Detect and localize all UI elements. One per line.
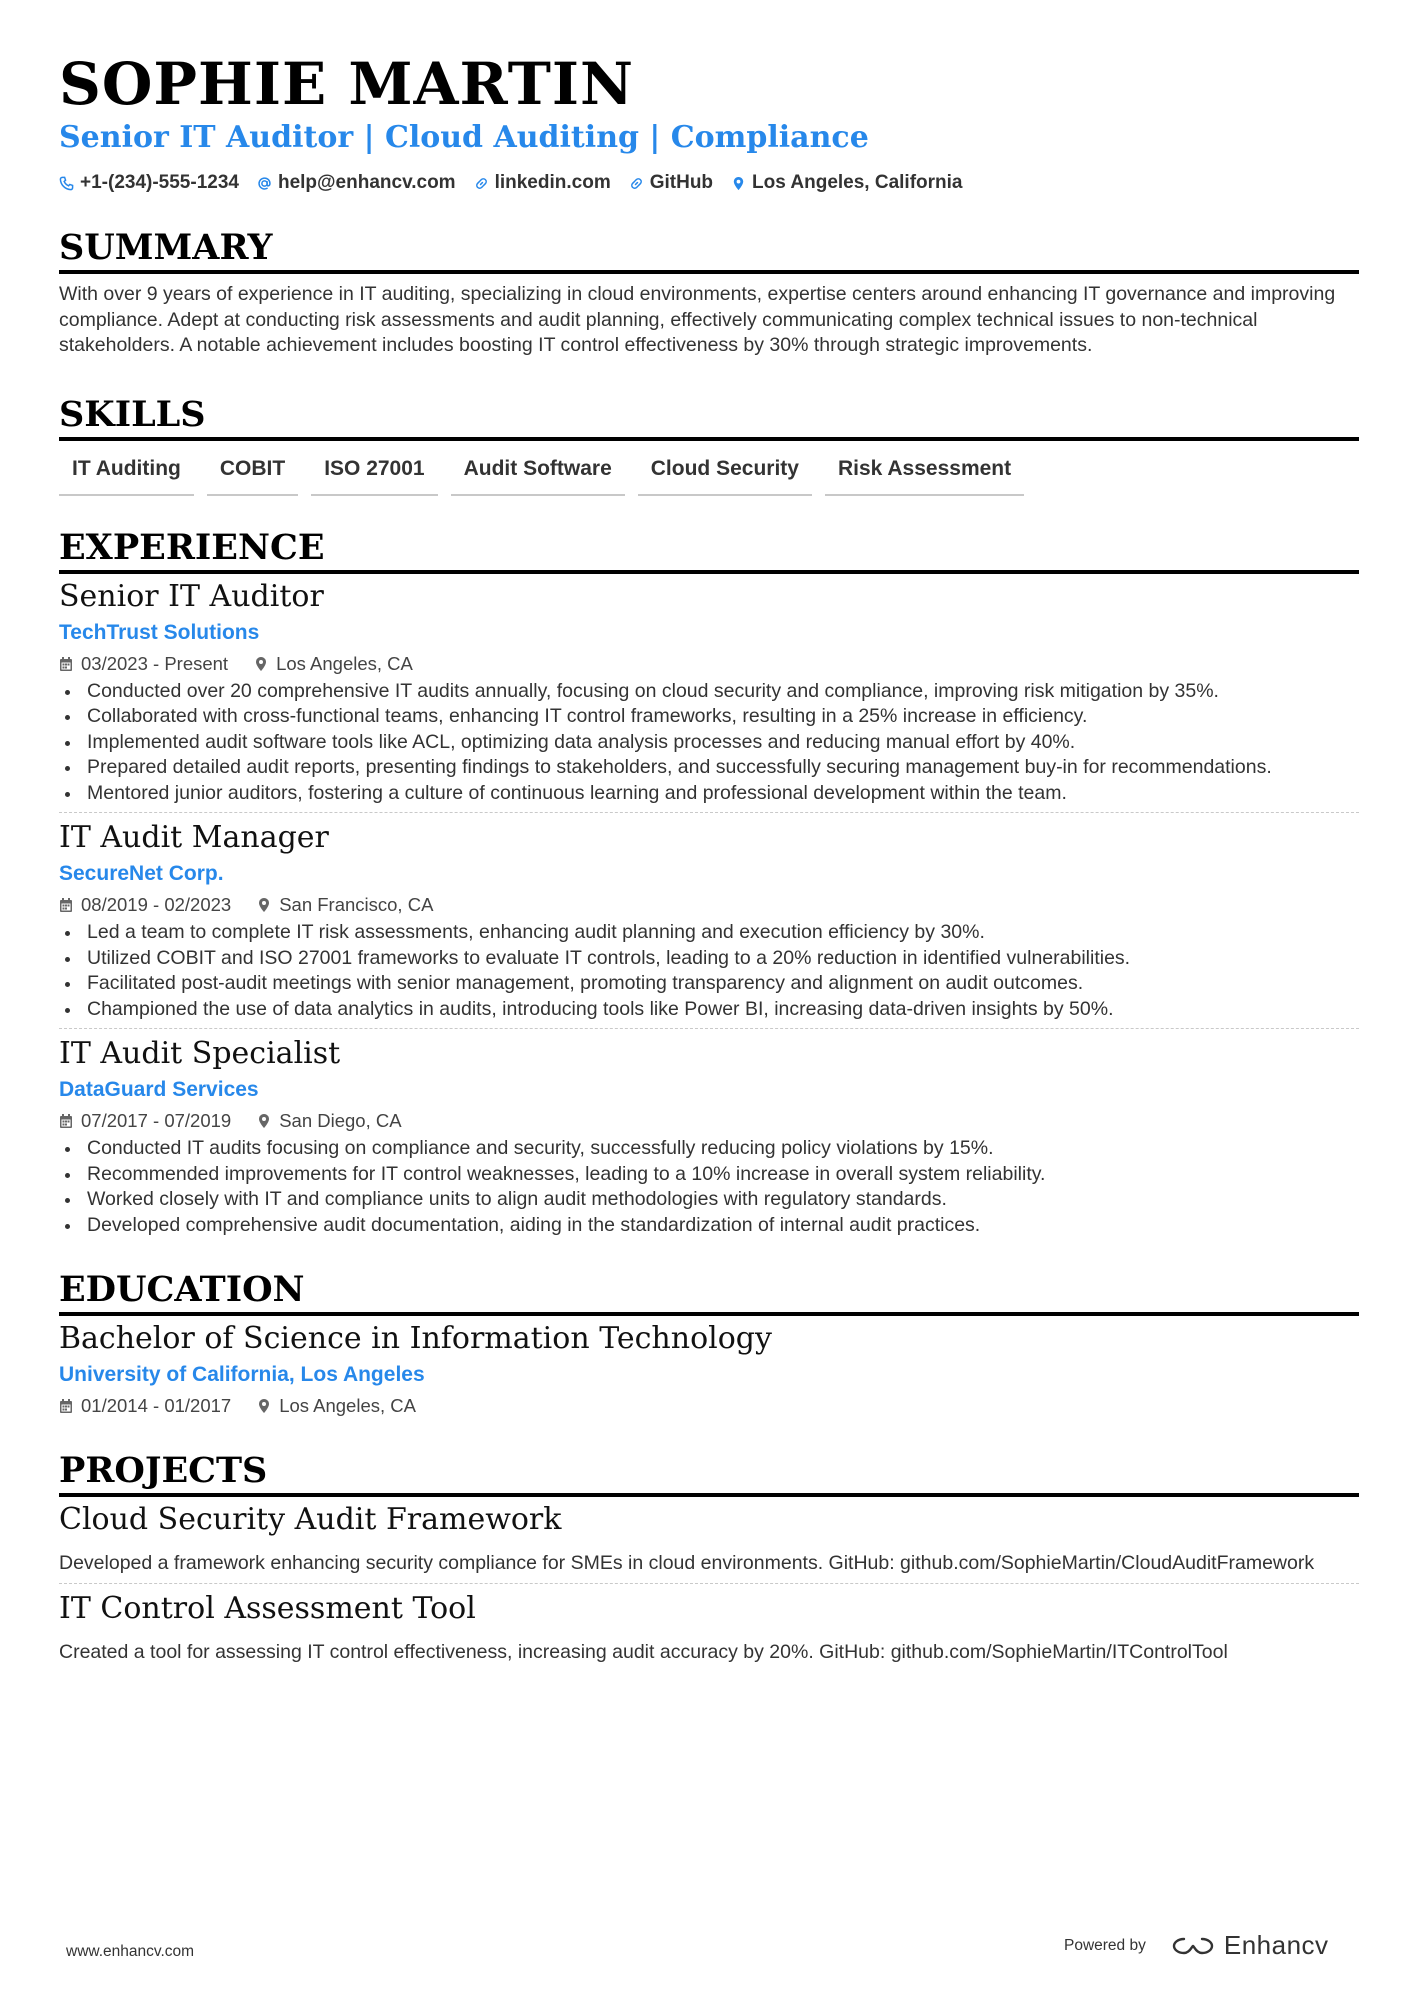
school-name: University of California, Los Angeles bbox=[59, 1363, 425, 1386]
skill-tag: COBIT bbox=[207, 455, 298, 496]
powered-by-text: Powered by bbox=[1064, 1936, 1146, 1954]
skill-tag: Risk Assessment bbox=[825, 455, 1024, 496]
contact-location-text: Los Angeles, California bbox=[752, 172, 963, 193]
education-location-text: Los Angeles, CA bbox=[279, 1395, 416, 1416]
job-location bbox=[257, 1108, 401, 1134]
job-dates-text: 07/2017 - 07/2019 bbox=[81, 1110, 232, 1131]
job-location-text: Los Angeles, CA bbox=[276, 652, 413, 674]
entry-divider bbox=[59, 1028, 1359, 1029]
list-item: Utilized COBIT and ISO 27001 frameworks to evaluate IT controls, leading to a 20% reduction in identified vulnerabilities. bbox=[59, 946, 1359, 972]
contact-github-text: GitHub bbox=[649, 172, 714, 193]
list-item: Prepared detailed audit reports, presenting findings to stakeholders, and successfully securing management buy-in for recommendations. bbox=[59, 755, 1359, 781]
job-dates bbox=[59, 1108, 231, 1134]
location-pin-icon bbox=[254, 656, 268, 672]
job-location-text: San Francisco, CA bbox=[279, 894, 434, 915]
job-location bbox=[257, 892, 433, 918]
job-dates bbox=[59, 651, 228, 677]
job-meta bbox=[59, 651, 1359, 677]
footer-website[interactable]: www.enhancv.com bbox=[66, 1943, 195, 1960]
list-item: Conducted over 20 comprehensive IT audits annually, focusing on cloud security and compliance, improving risk mitigation by 35%. bbox=[59, 679, 1359, 705]
calendar-icon bbox=[59, 1113, 73, 1129]
candidate-title: Senior IT Auditor | Cloud Auditing | Compliance bbox=[59, 120, 869, 155]
project-title: IT Control Assessment Tool bbox=[59, 1590, 476, 1626]
contact-email[interactable] bbox=[257, 170, 456, 196]
at-icon bbox=[257, 176, 272, 191]
projects-section bbox=[59, 1449, 1359, 1665]
list-item: Implemented audit software tools like ACL, optimizing data analysis processes and reducing manual effort by 40%. bbox=[59, 730, 1359, 756]
list-item: Worked closely with IT and compliance units to align audit methodologies with regulatory standards. bbox=[59, 1187, 1359, 1213]
section-heading-education: EDUCATION bbox=[59, 1268, 1359, 1316]
summary-text: With over 9 years of experience in IT auditing, specializing in cloud environments, expertise centers around enhancing IT governance and improving compliance. Adept at conducting risk assessments and audit planning, effectively communicating complex technical issues to non-technical stakeholders. A notable achievement includes boosting IT control effectiveness by 30% through strategic improvements. bbox=[59, 283, 1336, 356]
list-item: Led a team to complete IT risk assessments, enhancing audit planning and execution efficiency by 30%. bbox=[59, 920, 1359, 946]
contact-phone-text: +1-(234)-555-1234 bbox=[80, 172, 239, 193]
job-location-text: San Diego, CA bbox=[279, 1110, 402, 1131]
list-item: Recommended improvements for IT control weaknesses, leading to a 10% increase in overall system reliability. bbox=[59, 1162, 1359, 1188]
link-icon bbox=[474, 176, 489, 191]
calendar-icon bbox=[59, 1398, 73, 1414]
location-pin-icon bbox=[257, 1113, 271, 1129]
job-dates-text: 03/2023 - Present bbox=[81, 652, 229, 674]
contact-linkedin-text: linkedin.com bbox=[494, 172, 611, 193]
skill-tag: Audit Software bbox=[451, 455, 625, 496]
skill-list bbox=[59, 455, 1359, 496]
job-meta bbox=[59, 892, 1359, 918]
skill-tag: Cloud Security bbox=[638, 455, 812, 496]
contact-location bbox=[731, 170, 962, 196]
calendar-icon bbox=[59, 656, 73, 672]
calendar-icon bbox=[59, 897, 73, 913]
experience-entry bbox=[59, 1035, 1359, 1238]
list-item: Facilitated post-audit meetings with senior management, promoting transparency and alignment on audit outcomes. bbox=[59, 971, 1359, 997]
section-heading-summary: SUMMARY bbox=[59, 226, 1359, 274]
contact-list bbox=[59, 170, 1359, 196]
education-section bbox=[59, 1268, 1359, 1419]
list-item: Collaborated with cross-functional teams, enhancing IT control frameworks, resulting in a 25% increase in efficiency. bbox=[59, 704, 1359, 730]
brand-name: Enhancv bbox=[1223, 1930, 1329, 1960]
company-name: SecureNet Corp. bbox=[59, 862, 224, 885]
experience-entry bbox=[59, 578, 1359, 807]
entry-divider bbox=[59, 1583, 1359, 1584]
project-entry bbox=[59, 1501, 1359, 1577]
location-pin-icon bbox=[257, 1398, 271, 1414]
job-title: Senior IT Auditor bbox=[59, 578, 324, 614]
project-description: Developed a framework enhancing security compliance for SMEs in cloud environments. GitHub: github.com/SophieMartin/CloudAuditFramework bbox=[59, 1552, 1315, 1574]
footer-branding bbox=[1064, 1930, 1329, 1961]
entry-divider bbox=[59, 812, 1359, 813]
summary-section bbox=[59, 226, 1359, 359]
education-location bbox=[257, 1393, 416, 1419]
phone-icon bbox=[59, 176, 74, 191]
job-dates bbox=[59, 892, 231, 918]
job-bullets bbox=[59, 679, 1359, 807]
project-title: Cloud Security Audit Framework bbox=[59, 1502, 562, 1537]
contact-email-text: help@enhancv.com bbox=[277, 172, 456, 193]
contact-linkedin[interactable] bbox=[474, 170, 611, 196]
project-description: Created a tool for assessing IT control effectiveness, increasing audit accuracy by 20%. GitHub: github.com/SophieMartin/ITControlTool bbox=[59, 1640, 1228, 1663]
list-item: Mentored junior auditors, fostering a culture of continuous learning and professional development within the team. bbox=[59, 781, 1359, 807]
section-heading-experience: EXPERIENCE bbox=[59, 526, 1359, 574]
job-bullets bbox=[59, 920, 1359, 1022]
skill-tag: ISO 27001 bbox=[311, 455, 437, 496]
skill-tag: IT Auditing bbox=[59, 455, 194, 496]
resume-page bbox=[59, 48, 1359, 1665]
brand-logo[interactable] bbox=[1170, 1930, 1329, 1961]
experience-entry bbox=[59, 819, 1359, 1022]
company-name: DataGuard Services bbox=[59, 1078, 259, 1101]
contact-phone[interactable] bbox=[59, 170, 239, 196]
skills-section bbox=[59, 393, 1359, 496]
education-meta bbox=[59, 1393, 1359, 1419]
degree-title: Bachelor of Science in Information Technology bbox=[59, 1321, 772, 1356]
location-pin-icon bbox=[257, 897, 271, 913]
education-dates bbox=[59, 1393, 231, 1419]
section-heading-skills: SKILLS bbox=[59, 393, 1359, 441]
job-title: IT Audit Specialist bbox=[59, 1036, 341, 1071]
list-item: Developed comprehensive audit documentation, aiding in the standardization of internal audit practices. bbox=[59, 1213, 1359, 1239]
resume-header bbox=[59, 48, 1359, 196]
experience-section bbox=[59, 526, 1359, 1239]
contact-github[interactable] bbox=[629, 170, 713, 196]
job-location bbox=[254, 651, 413, 677]
enhancv-logo-icon bbox=[1170, 1934, 1216, 1958]
candidate-name: SOPHIE MARTIN bbox=[59, 50, 635, 118]
list-item: Championed the use of data analytics in audits, introducing tools like Power BI, increasing data-driven insights by 50%. bbox=[59, 997, 1359, 1023]
location-pin-icon bbox=[731, 176, 746, 191]
company-name: TechTrust Solutions bbox=[59, 620, 260, 644]
link-icon bbox=[629, 176, 644, 191]
job-bullets bbox=[59, 1136, 1359, 1238]
education-entry bbox=[59, 1320, 1359, 1419]
project-entry bbox=[59, 1590, 1359, 1666]
list-item: Conducted IT audits focusing on compliance and security, successfully reducing policy violations by 15%. bbox=[59, 1136, 1359, 1162]
job-meta bbox=[59, 1108, 1359, 1134]
education-dates-text: 01/2014 - 01/2017 bbox=[81, 1395, 232, 1416]
job-title: IT Audit Manager bbox=[59, 820, 329, 855]
section-heading-projects: PROJECTS bbox=[59, 1449, 1359, 1497]
job-dates-text: 08/2019 - 02/2023 bbox=[81, 894, 232, 915]
